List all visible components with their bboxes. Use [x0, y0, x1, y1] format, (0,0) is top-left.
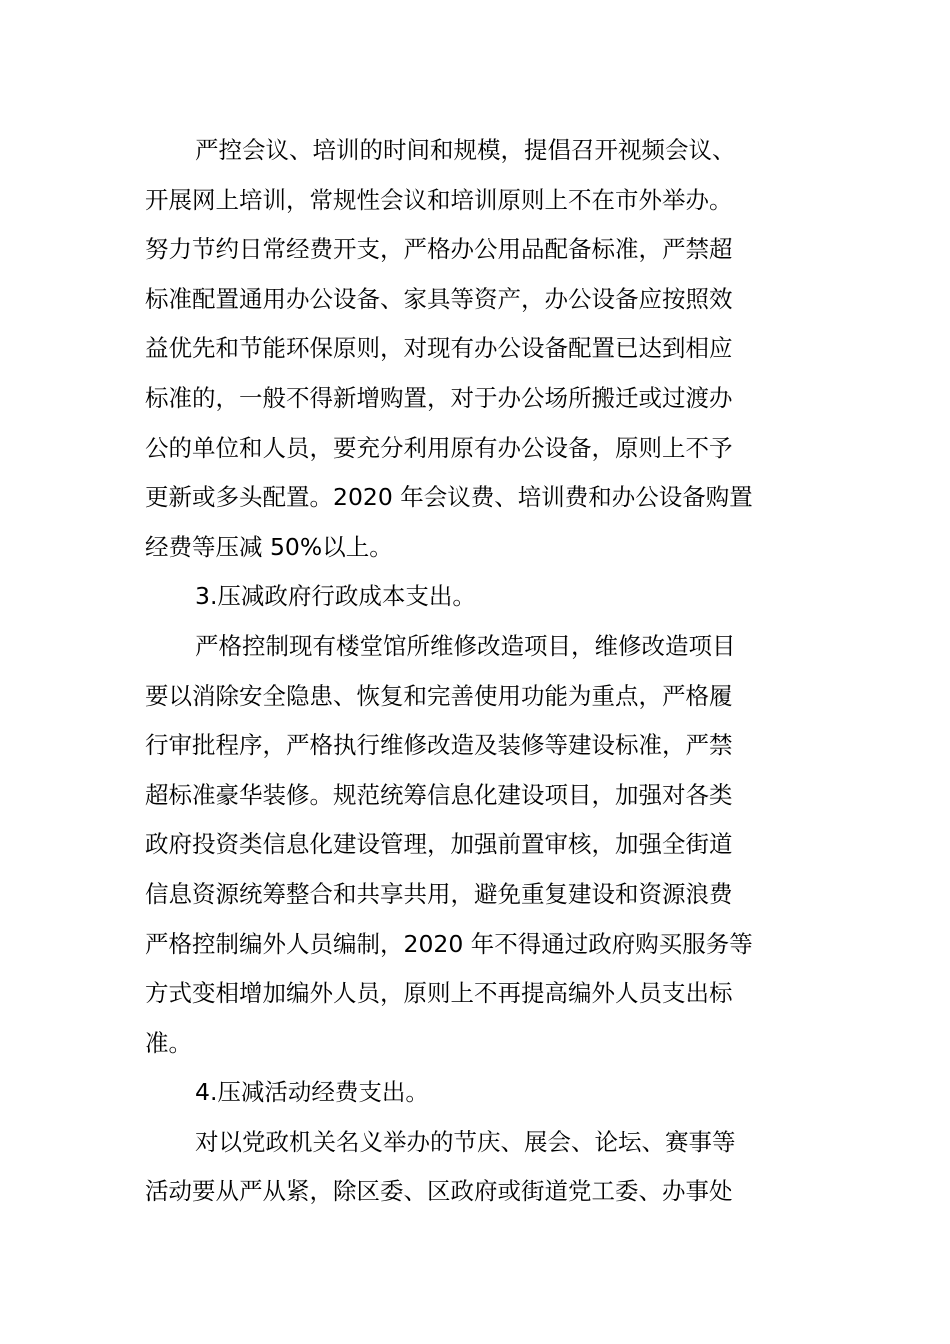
text-line: 政府投资类信息化建设管理，加强前置审核，加强全街道 [145, 830, 733, 859]
section-heading: 4.压减活动经费支出。 [195, 1078, 429, 1107]
body-text [145, 126, 810, 1217]
text-line: 对以党政机关名义举办的节庆、展会、论坛、赛事等 [195, 1127, 736, 1156]
text-line: 超标准豪华装修。规范统筹信息化建设项目，加强对各类 [145, 780, 733, 809]
text-line: 严格控制现有楼堂馆所维修改造项目，维修改造项目 [195, 631, 736, 660]
text-line: 准。 [145, 1028, 192, 1057]
text-line: 方式变相增加编外人员，原则上不再提高编外人员支出标 [145, 979, 733, 1008]
text-line: 信息资源统筹整合和共享共用，避免重复建设和资源浪费 [145, 879, 733, 908]
text-line: 更新或多头配置。2020 年会议费、培训费和办公设备购置 [145, 483, 753, 512]
text-line: 标准配置通用办公设备、家具等资产，办公设备应按照效 [145, 284, 733, 313]
text-line: 努力节约日常经费开支，严格办公用品配备标准，严禁超 [145, 235, 733, 264]
text-line: 严格控制编外人员编制，2020 年不得通过政府购买服务等 [145, 929, 753, 958]
text-line: 要以消除安全隐患、恢复和完善使用功能为重点，严格履 [145, 681, 733, 710]
text-line: 严控会议、培训的时间和规模，提倡召开视频会议、 [195, 136, 736, 164]
text-line: 标准的，一般不得新增购置，对于办公场所搬迁或过渡办 [145, 383, 733, 412]
text-line: 行审批程序，严格执行维修改造及装修等建设标准，严禁 [145, 731, 733, 760]
text-line: 活动要从严从紧，除区委、区政府或街道党工委、办事处 [145, 1177, 733, 1206]
text-line: 益优先和节能环保原则，对现有办公设备配置已达到相应 [145, 334, 733, 363]
text-line: 开展网上培训，常规性会议和培训原则上不在市外举办。 [145, 185, 733, 214]
text-line: 公的单位和人员，要充分利用原有办公设备，原则上不予 [145, 433, 733, 462]
text-line: 经费等压减 50%以上。 [145, 532, 393, 561]
section-heading: 3.压减政府行政成本支出。 [195, 582, 476, 611]
